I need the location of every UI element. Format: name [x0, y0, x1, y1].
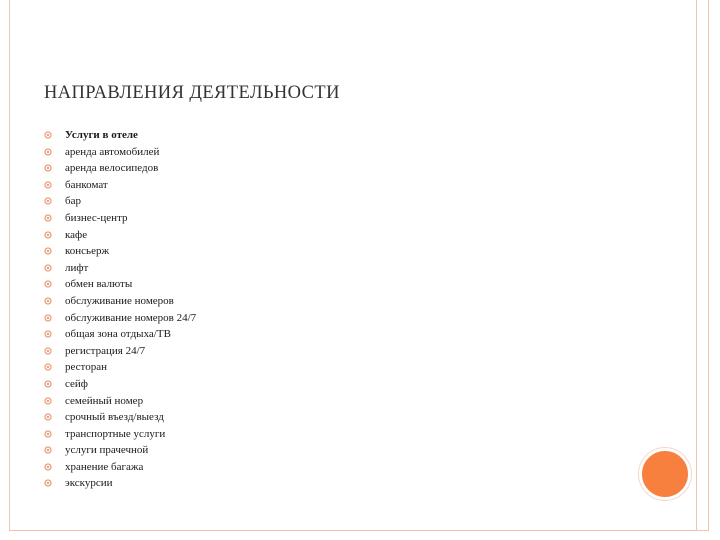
list-item-label: обслуживание номеров [65, 294, 174, 307]
list-item-label: бар [65, 195, 81, 208]
list-item-label: срочный въезд/выезд [65, 411, 164, 424]
ring-bullet-icon [44, 380, 52, 388]
ring-bullet-icon [44, 314, 52, 322]
list-item-label: обслуживание номеров 24/7 [65, 311, 197, 324]
list-item-label: транспортные услуги [65, 427, 166, 440]
ring-bullet-icon [44, 131, 52, 139]
list-item-label: услуги прачечной [65, 444, 149, 457]
ring-bullet-icon [44, 231, 52, 239]
list-item-label: лифт [65, 261, 89, 274]
list-item-label: хранение багажа [65, 460, 144, 473]
list-item-label: регистрация 24/7 [65, 344, 146, 357]
ring-bullet-icon [44, 363, 52, 371]
ring-bullet-icon [44, 214, 52, 222]
list-item-label: консьерж [65, 245, 110, 258]
list-item-label: экскурсии [65, 477, 113, 490]
decorative-circle [639, 448, 691, 500]
ring-bullet-icon [44, 446, 52, 454]
ring-bullet-icon [44, 280, 52, 288]
ring-bullet-icon [44, 297, 52, 305]
list-item-label: общая зона отдыха/ТВ [65, 328, 171, 341]
ring-bullet-icon [44, 397, 52, 405]
ring-bullet-icon [44, 164, 52, 172]
ring-bullet-icon [44, 463, 52, 471]
list-item-label: аренда велосипедов [65, 162, 159, 175]
ring-bullet-icon [44, 330, 52, 338]
list-item-label: обмен валюты [65, 278, 133, 291]
ring-bullet-icon [44, 430, 52, 438]
list-item-label: аренда автомобилей [65, 145, 160, 158]
ring-bullet-icon [44, 264, 52, 272]
list-item-label: бизнес-центр [65, 211, 128, 224]
slide-frame-strip [696, 0, 710, 531]
slide-title: НАПРАВЛЕНИЯ ДЕЯТЕЛЬНОСТИ [44, 83, 340, 103]
ring-bullet-icon [44, 197, 52, 205]
list-item-label: ресторан [65, 361, 107, 374]
ring-bullet-icon [44, 479, 52, 487]
ring-bullet-icon [44, 413, 52, 421]
ring-bullet-icon [44, 148, 52, 156]
list-item-label: сейф [65, 377, 88, 390]
ring-bullet-icon [44, 247, 52, 255]
list-item-label: семейный номер [65, 394, 144, 407]
list-item-label: кафе [65, 228, 88, 241]
list-item-label: Услуги в отеле [65, 129, 138, 141]
ring-bullet-icon [44, 181, 52, 189]
list-item-label: банкомат [65, 178, 108, 191]
ring-bullet-icon [44, 347, 52, 355]
